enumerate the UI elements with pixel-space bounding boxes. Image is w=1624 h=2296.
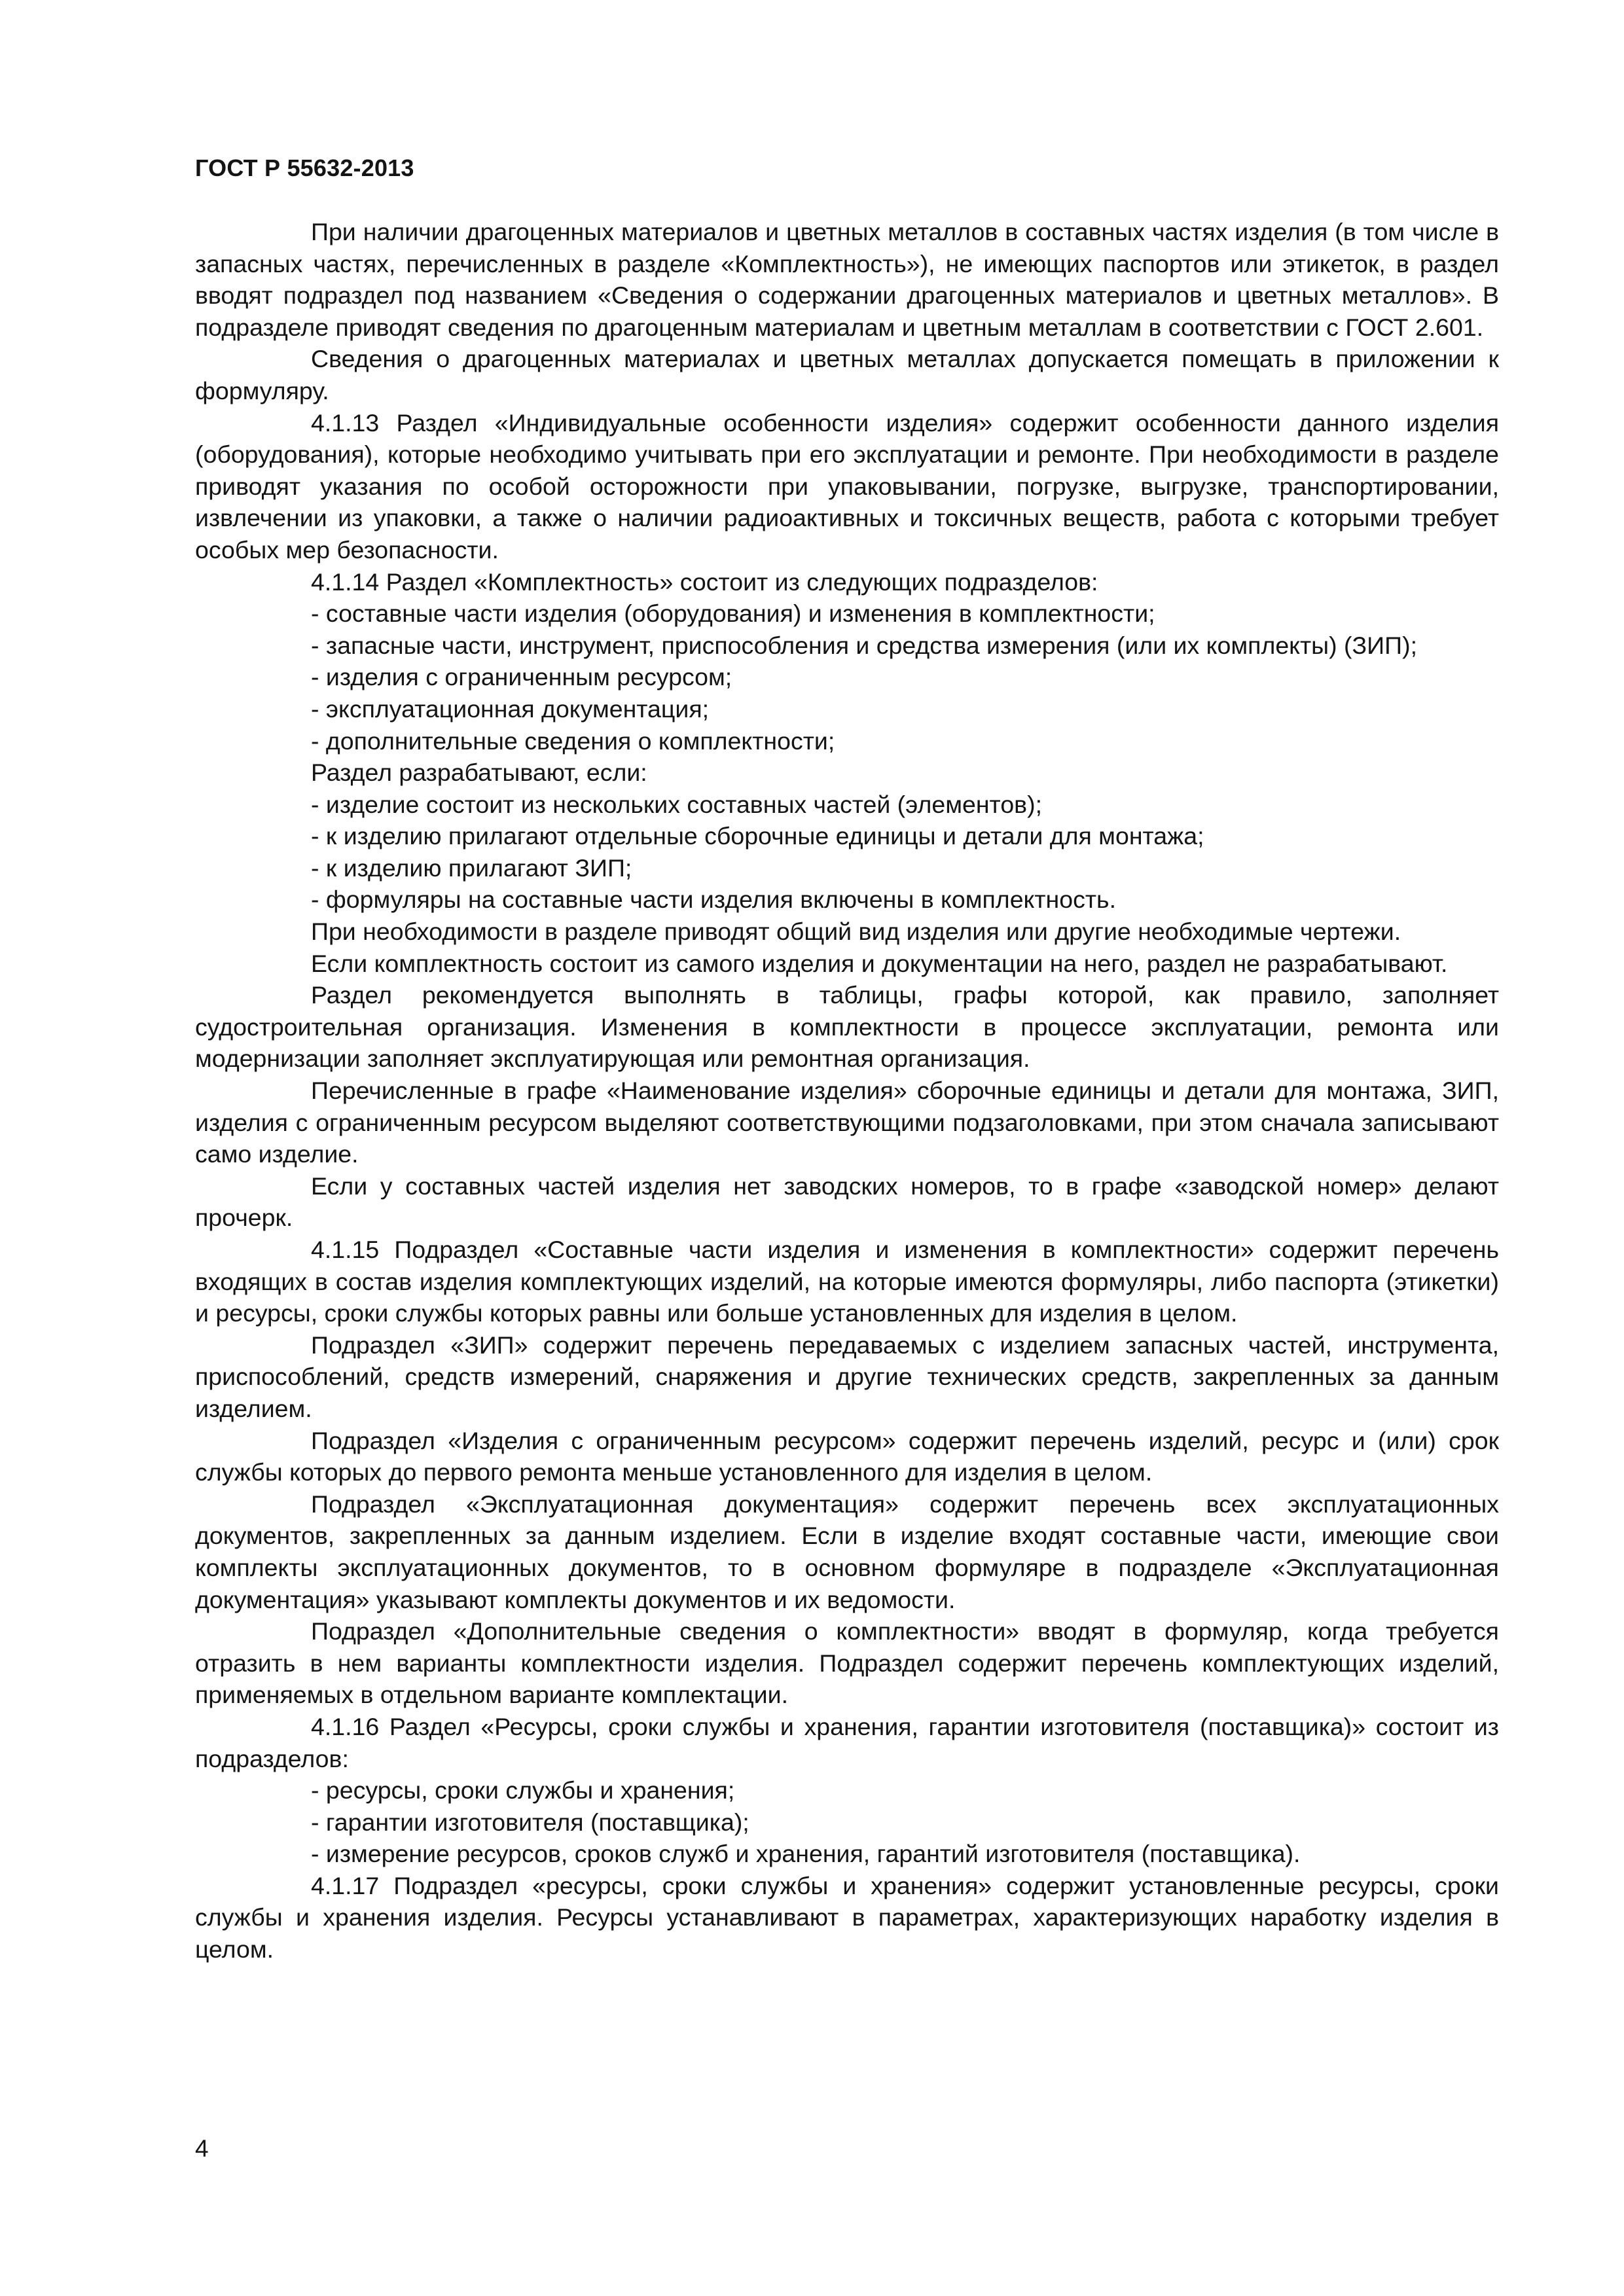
page-number: 4 xyxy=(195,2135,209,2162)
paragraph: При наличии драгоценных материалов и цветных металлов в составных частях изделия (в том числе в запасных частях, перечисленных в разделе «Комплектность»), не имеющих паспортов или этикеток, в раздел вводят подраздел под названием «Сведения о содержании драгоценных материалов и цветных металлов». В подразделе приводят сведения по драгоценным материалам и цветным металлам в соответствии с ГОСТ 2.601. xyxy=(195,218,1499,341)
paragraph: 4.1.17 Подраздел «ресурсы, сроки службы и хранения» содержит установленные ресурсы, сроки службы и хранения изделия. Ресурсы устанавливают в параметрах, характеризующих наработку изделия в целом. xyxy=(195,1871,1499,1964)
list-item: - к изделию прилагают отдельные сборочные единицы и детали для монтажа; xyxy=(311,822,1204,850)
paragraph: Раздел разрабатывают, если: xyxy=(311,759,647,787)
paragraph: Если у составных частей изделия нет заводских номеров, то в графе «заводской номер» делают прочерк. xyxy=(195,1172,1499,1232)
document-body xyxy=(195,216,1499,1965)
list-item: - ресурсы, сроки службы и хранения; xyxy=(311,1776,735,1804)
list-item: - гарантии изготовителя (поставщика); xyxy=(311,1808,749,1836)
paragraph: Сведения о драгоценных материалах и цветных металлах допускается помещать в приложении к формуляру. xyxy=(195,345,1499,404)
list-item: - к изделию прилагают ЗИП; xyxy=(311,853,632,882)
paragraph: Если комплектность состоит из самого изделия и документации на него, раздел не разрабатывают. xyxy=(311,949,1448,977)
paragraph: При необходимости в разделе приводят общий вид изделия или другие необходимые чертежи. xyxy=(311,918,1401,946)
paragraph: Подраздел «Изделия с ограниченным ресурсом» содержит перечень изделий, ресурс и (или) срок службы которых до первого ремонта меньше установленного для изделия в целом. xyxy=(195,1426,1499,1486)
list-item: - эксплуатационная документация; xyxy=(311,694,710,723)
paragraph: Подраздел «Дополнительные сведения о комплектности» вводят в формуляр, когда требуется отразить в нем варианты комплектности изделия. Подраздел содержит перечень комплектующих изделий, применяемых в отдельном варианте комплектации. xyxy=(195,1617,1499,1709)
list-item: - составные части изделия (оборудования) и изменения в комплектности; xyxy=(311,600,1155,628)
list-item: - дополнительные сведения о комплектности; xyxy=(311,726,835,755)
list-item: - измерение ресурсов, сроков служб и хранения, гарантий изготовителя (поставщика). xyxy=(311,1840,1301,1868)
paragraph: 4.1.15 Подраздел «Составные части изделия и изменения в комплектности» содержит перечень входящих в состав изделия комплектующих изделий, на которые имеются формуляры, либо паспорта (этикетки) и ресурсы, сроки службы которых равны или больше установленных для изделия в целом. xyxy=(195,1236,1499,1327)
paragraph: Раздел рекомендуется выполнять в таблицы, графы которой, как правило, заполняет судостроительная организация. Изменения в комплектности в процессе эксплуатации, ремонта или модернизации заполняет эксплуатирующая или ремонтная организация. xyxy=(195,981,1499,1073)
list-item: - формуляры на составные части изделия включены в комплектность. xyxy=(311,886,1116,914)
document-header: ГОСТ Р 55632-2013 xyxy=(195,154,414,181)
list-item: - запасные части, инструмент, приспособления и средства измерения (или их комплекты) (ЗИП); xyxy=(311,631,1417,659)
paragraph: 4.1.16 Раздел «Ресурсы, сроки службы и хранения, гарантии изготовителя (поставщика)» состоит из подразделов: xyxy=(195,1712,1499,1772)
paragraph: 4.1.13 Раздел «Индивидуальные особенности изделия» содержит особенности данного изделия (оборудования), которые необходимо учитывать при его эксплуатации и ремонте. При необходимости в разделе приводят указания по особой осторожности при упаковывании, погрузке, выгрузке, транспортировании, извлечении из упаковки, а также о наличии радиоактивных и токсичных веществ, работа с которыми требует особых мер безопасности. xyxy=(195,408,1499,564)
paragraph: Подраздел «ЗИП» содержит перечень передаваемых с изделием запасных частей, инструмента, приспособлений, средств измерений, снаряжения и другие технических средств, закрепленных за данным изделием. xyxy=(195,1331,1499,1422)
list-item: - изделие состоит из нескольких составных частей (элементов); xyxy=(311,790,1042,818)
paragraph: Подраздел «Эксплуатационная документация» содержит перечень всех эксплуатационных документов, закрепленных за данным изделием. Если в изделие входят составные части, имеющие свои комплекты эксплуатационных документов, то в основном формуляре в подразделе «Эксплуатационная документация» указывают комплекты документов и их ведомости. xyxy=(195,1490,1499,1613)
paragraph: 4.1.14 Раздел «Комплектность» состоит из следующих подразделов: xyxy=(311,567,1098,596)
paragraph: Перечисленные в графе «Наименование изделия» сборочные единицы и детали для монтажа, ЗИП, изделия с ограниченным ресурсом выделяют соответствующими подзаголовками, при этом сначала записывают само изделие. xyxy=(195,1077,1499,1168)
list-item: - изделия с ограниченным ресурсом; xyxy=(311,663,732,691)
